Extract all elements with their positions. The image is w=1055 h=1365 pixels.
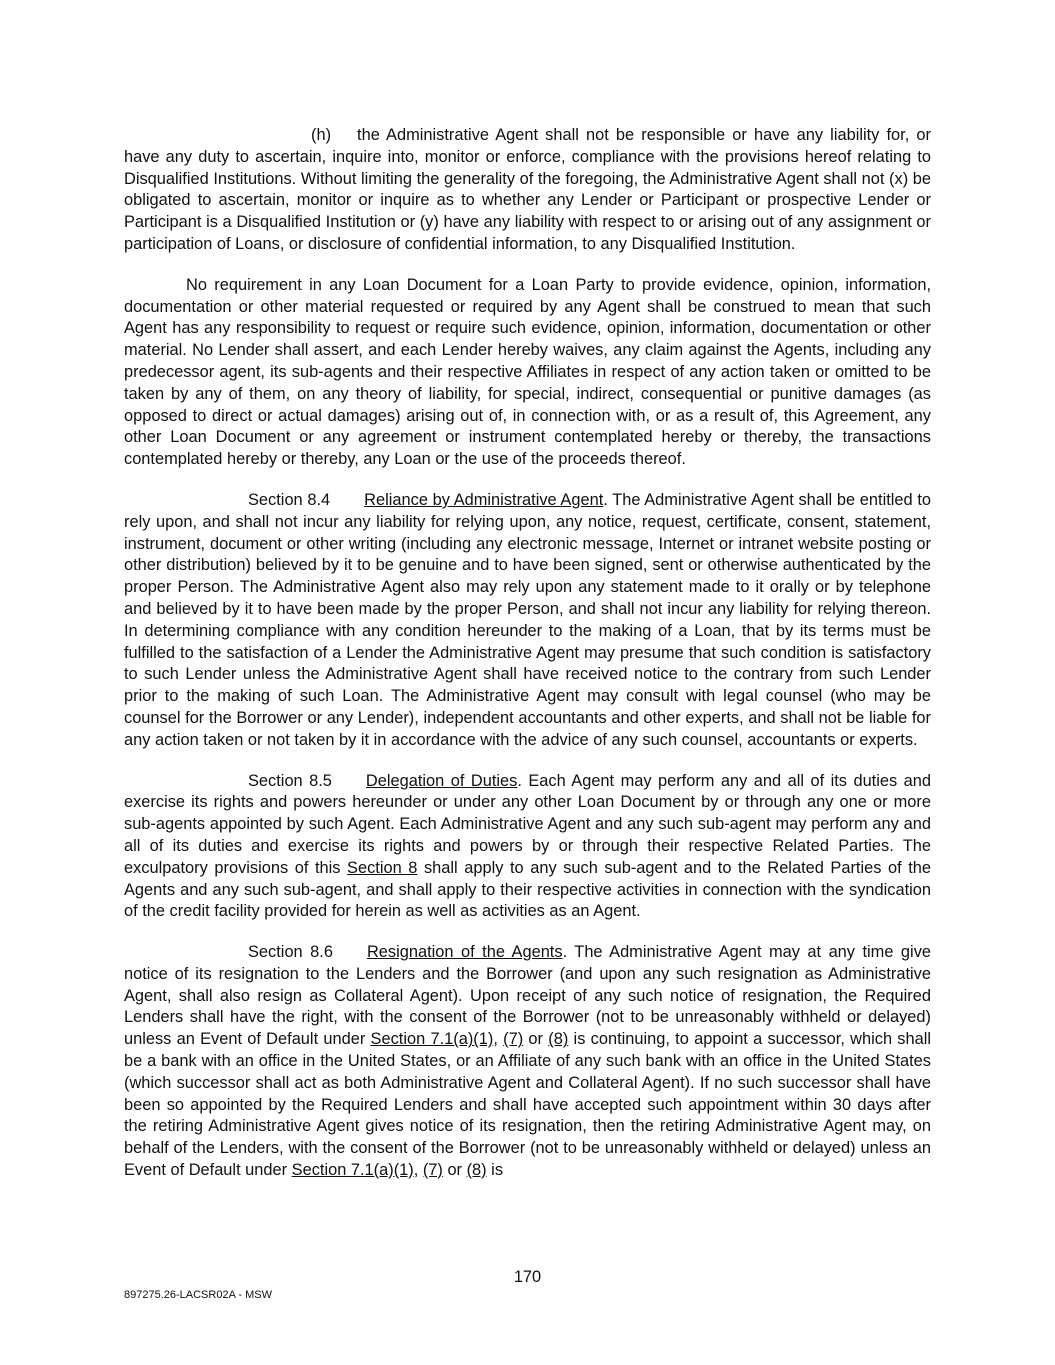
section-text: . Each Agent may perform any and all of its duties and exercise its rights and powers hereunder or under any other Loan Document by or through any one or more sub-agents appointed by such Agent. Each Administrative Agent and any such sub-agent may perform any and all of its duties and exercise its rights and powers by or through their respective Related Parties. The exculpatory provisions of this <box>124 771 931 877</box>
cross-reference: Section 7.1(a)(1) <box>291 1161 414 1180</box>
clause-label: (h) <box>311 126 332 144</box>
section-text: is continuing, to appoint a successor, which shall be a bank with an office in the United States, or an Affiliate of any such bank with an office in the United States (which successor shall act as both Administrative Agent and Collateral Agent). If no such successor shall have been so appointed by the Required Lenders and shall have accepted such appointment within 30 days after the retiring Administrative Agent gives notice of its resignation, then the retiring Administrative Agent may, on behalf of the Lenders, with the consent of the Borrower (not to be unreasonably withheld or delayed) unless an Event of Default under <box>124 1030 932 1180</box>
cross-reference: (8) <box>548 1030 569 1049</box>
section-title: Resignation of the Agents <box>366 943 563 962</box>
separator: , <box>413 1161 423 1180</box>
page-number: 170 <box>513 1268 542 1286</box>
section-text: shall apply to any such sub-agent and to the Related Parties of the Agents and any such sub-agent, and shall apply to their respective activities in connection with the syndication of the credit facility provided for herein as well as activities as an Agent. <box>124 858 932 921</box>
section-title: Delegation of Duties <box>365 771 518 790</box>
section-text: is <box>486 1161 504 1180</box>
paragraph-h <box>124 125 931 256</box>
document-body <box>124 125 931 1201</box>
clause-text: the Administrative Agent shall not be responsible or have any liability for, or have any duty to ascertain, inquire into, monitor or enforce, compliance with the provisions hereof relating to Disqualified Institutions. Without limiting the generality of the foregoing, the Administrative Agent shall not (x) be obligated to ascertain, monitor or inquire as to whether any Lender or Participant or prospective Lender or Participant is a Disqualified Institution or (y) have any liability with respect to or arising out of any assignment or participation of Loans, or disclosure of confidential information, to any Disqualified Institution. <box>124 126 931 253</box>
section-8-4 <box>124 490 931 752</box>
section-8-5 <box>124 771 931 924</box>
section-text: . The Administrative Agent shall be entitled to rely upon, and shall not incur any liability for relying upon, any notice, request, certificate, consent, statement, instrument, document or other writing (including any electronic message, Internet or intranet website posting or other distribution) believed by it to be genuine and to have been signed, sent or otherwise authenticated by the proper Person. The Administrative Agent also may rely upon any statement made to it orally or by telephone and believed by it to have been made by the proper Person, and shall not incur any liability for relying thereon. In determining compliance with any condition hereunder to the making of a Loan, that by its terms must be fulfilled to the satisfaction of a Lender the Administrative Agent may presume that such condition is satisfactory to such Lender unless the Administrative Agent shall have received notice to the contrary from such Lender prior to the making of such Loan. The Administrative Agent may consult with legal counsel (who may be counsel for the Borrower or any Lender), independent accountants and other experts, and shall not be liable for any action taken or not taken by it in accordance with the advice of any such counsel, accountants or experts. <box>124 490 931 749</box>
section-number: Section 8.6 <box>248 943 333 962</box>
separator: or <box>442 1161 467 1180</box>
cross-reference: (7) <box>503 1030 524 1049</box>
paragraph-text: No requirement in any Loan Document for a Loan Party to provide evidence, opinion, information, documentation or other material requested or required by any Agent shall be construed to mean that such Agent has any responsibility to request or require such evidence, opinion, information, documentation or other material. No Lender shall assert, and each Lender hereby waives, any claim against the Agents, including any predecessor agent, its sub-agents and their respective Affiliates in respect of any action taken or omitted to be taken by any of them, on any theory of liability, for special, indirect, consequential or punitive damages (as opposed to direct or actual damages) arising out of, in connection with, or as a result of, this Agreement, any other Loan Document or any agreement or instrument contemplated hereby or thereby, the transactions contemplated hereby or thereby, any Loan or the use of the proceeds thereof. <box>124 275 931 469</box>
separator: or <box>523 1030 549 1049</box>
section-8-6 <box>124 942 931 1182</box>
cross-reference: Section 8 <box>347 858 418 877</box>
paragraph-no-requirement <box>124 275 931 471</box>
section-text: . The Administrative Agent may at any time give notice of its resignation to the Lenders and the Borrower (and upon any such resignation as Administrative Agent, shall also resign as Collateral Agent). Upon receipt of any such notice of resignation, the Required Lenders shall have the right, with the consent of the Borrower (not to be unreasonably withheld or delayed) unless an Event of Default under <box>124 943 931 1049</box>
document-id: 897275.26-LACSR02A - MSW <box>124 1289 272 1301</box>
cross-reference: Section 7.1(a)(1) <box>370 1030 494 1049</box>
separator: , <box>493 1030 504 1049</box>
cross-reference: (7) <box>422 1161 443 1180</box>
section-number: Section 8.5 <box>248 771 332 790</box>
section-title: Reliance by Administrative Agent <box>364 490 604 509</box>
section-number: Section 8.4 <box>248 490 331 509</box>
cross-reference: (8) <box>466 1161 487 1180</box>
